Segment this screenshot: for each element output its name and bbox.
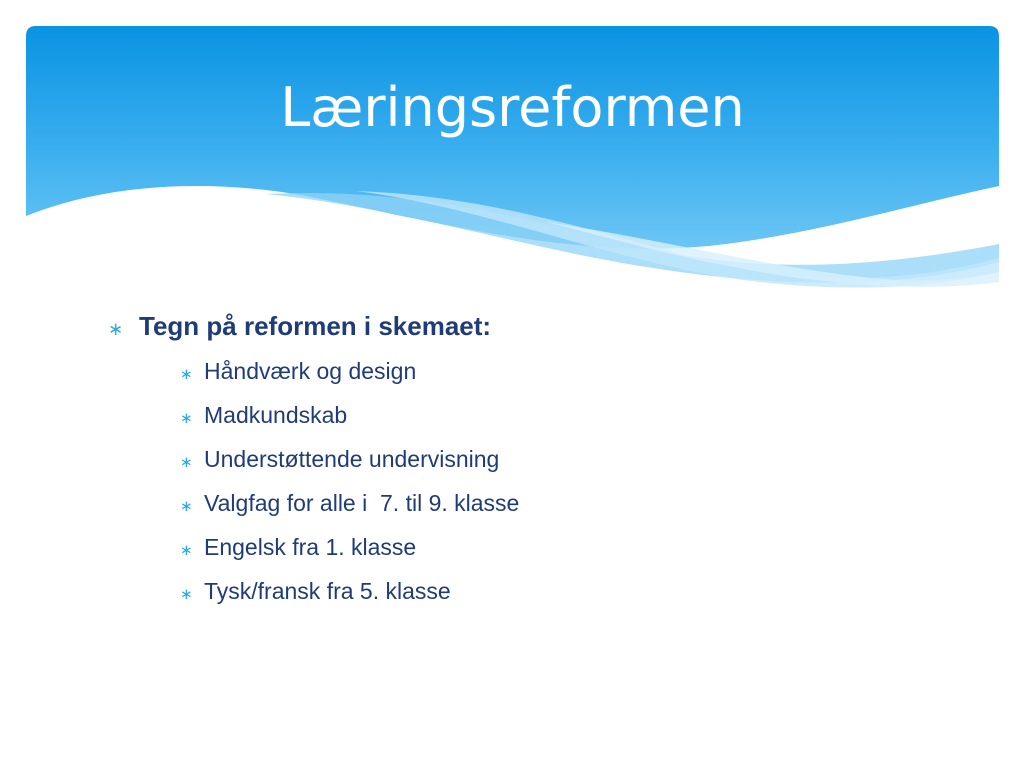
- asterisk-bullet-icon: ∗: [180, 498, 193, 515]
- slide-title: Læringsreformen: [280, 76, 745, 139]
- asterisk-bullet-icon: ∗: [180, 586, 193, 603]
- sub-bullet-item: [180, 571, 928, 615]
- sub-bullet-text: Håndværk og design: [204, 358, 417, 384]
- sub-bullet-list: [108, 351, 928, 615]
- main-bullet-text: Tegn på reformen i skemaet:: [139, 311, 492, 341]
- asterisk-bullet-icon: ∗: [180, 366, 193, 383]
- sub-bullet-item: [180, 351, 928, 395]
- bullet-list: [108, 306, 928, 615]
- slide-body: [108, 306, 928, 615]
- sub-bullet-text: Understøttende undervisning: [204, 446, 500, 472]
- sub-bullet-item: [180, 483, 928, 527]
- header-wave-graphic: [26, 26, 999, 288]
- asterisk-bullet-icon: ∗: [180, 410, 193, 427]
- main-bullet-point: [108, 306, 928, 615]
- sub-bullet-item: [180, 527, 928, 571]
- sub-bullet-text: Engelsk fra 1. klasse: [204, 534, 417, 560]
- asterisk-bullet-icon: ∗: [180, 454, 193, 471]
- sub-bullet-text: Tysk/fransk fra 5. klasse: [204, 578, 451, 604]
- sub-bullet-text: Madkundskab: [204, 402, 348, 428]
- header-band: [26, 26, 999, 288]
- asterisk-bullet-icon: ∗: [108, 319, 124, 339]
- sub-bullet-item: [180, 439, 928, 483]
- sub-bullet-text: Valgfag for alle i 7. til 9. klasse: [204, 490, 520, 516]
- asterisk-bullet-icon: ∗: [180, 542, 193, 559]
- sub-bullet-item: [180, 395, 928, 439]
